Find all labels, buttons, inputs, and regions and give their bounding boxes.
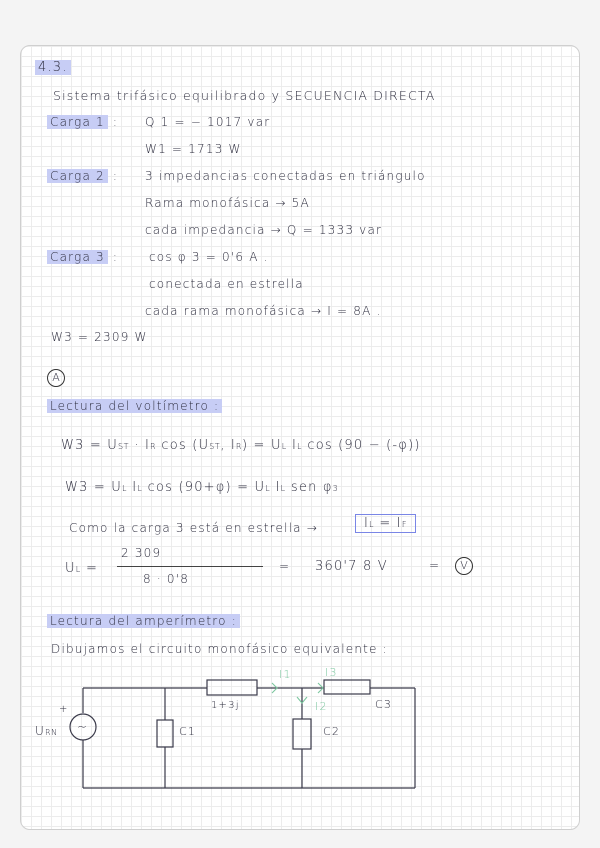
frac-result: 360'7 8 V: [315, 559, 388, 574]
impedance-c3-box: [324, 680, 370, 694]
como-text: Como la carga 3 está en estrella →: [69, 521, 318, 535]
capacitor-c1-box: [157, 720, 173, 747]
circuit-diagram: [21, 46, 579, 829]
source-symbol: ~: [77, 720, 89, 734]
carga2-label: Carga 2 :: [47, 169, 118, 183]
dibujamos-text: Dibujamos el circuito monofásico equivalente :: [51, 642, 388, 656]
carga3-line2: conectada en estrella: [149, 277, 304, 291]
carga1-label: Carga 1 :: [47, 115, 118, 129]
frac-eq3: =: [429, 558, 441, 572]
intro-text: Sistema trifásico equilibrado y SECUENCIA DIRECTA: [53, 88, 436, 103]
carga1-q1: Q 1 = − 1017 var: [145, 115, 271, 129]
section-number: 4.3.: [35, 60, 71, 75]
carga3-line1: cos φ 3 = 0'6 A .: [149, 250, 269, 264]
current-i2: I2: [315, 700, 328, 713]
frac-eq2: =: [279, 559, 291, 573]
c2-label: C2: [323, 725, 341, 738]
impedance-z-box: [207, 680, 257, 695]
equation-w3-power: W3 = UST · IR cos (UST, IR) = UL IL cos (90 − (-φ)): [61, 438, 421, 453]
frac-numerator: 2 309: [121, 546, 162, 560]
c1-label: C1: [179, 725, 197, 738]
carga2-line2: Rama monofásica → 5A: [145, 196, 310, 210]
capacitor-c2-box: [293, 719, 311, 749]
voltimetro-title: Lectura del voltímetro :: [47, 399, 222, 413]
amperimetro-title: Lectura del amperímetro :: [47, 614, 240, 628]
carga3-label: Carga 3 :: [47, 250, 118, 264]
carga2-line3: cada impedancia → Q = 1333 var: [145, 223, 383, 237]
frac-lhs: UL =: [65, 561, 99, 576]
part-a-mark: A: [47, 369, 65, 387]
c3-label: C3: [375, 698, 393, 711]
current-i1: I1: [279, 668, 292, 681]
voltmeter-symbol: V: [455, 557, 473, 575]
notebook-page: [20, 45, 580, 830]
boxed-relation: IL = IF: [355, 516, 416, 531]
carga1-w1: W1 = 1713 W: [145, 142, 242, 156]
z-label: 1+3j: [211, 700, 240, 711]
current-i3: I3: [325, 666, 338, 679]
source-label: URN: [35, 724, 58, 738]
frac-denominator: 8 · 0'8: [143, 572, 190, 586]
carga3-line3: cada rama monofásica → I = 8A .: [145, 304, 382, 318]
carga2-line1: 3 impedancias conectadas en triángulo: [145, 169, 426, 183]
w3-value: W3 = 2309 W: [51, 330, 148, 344]
equation-w3-sen: W3 = UL IL cos (90+φ) = UL IL sen φ3: [65, 480, 339, 495]
source-plus: +: [59, 704, 69, 715]
